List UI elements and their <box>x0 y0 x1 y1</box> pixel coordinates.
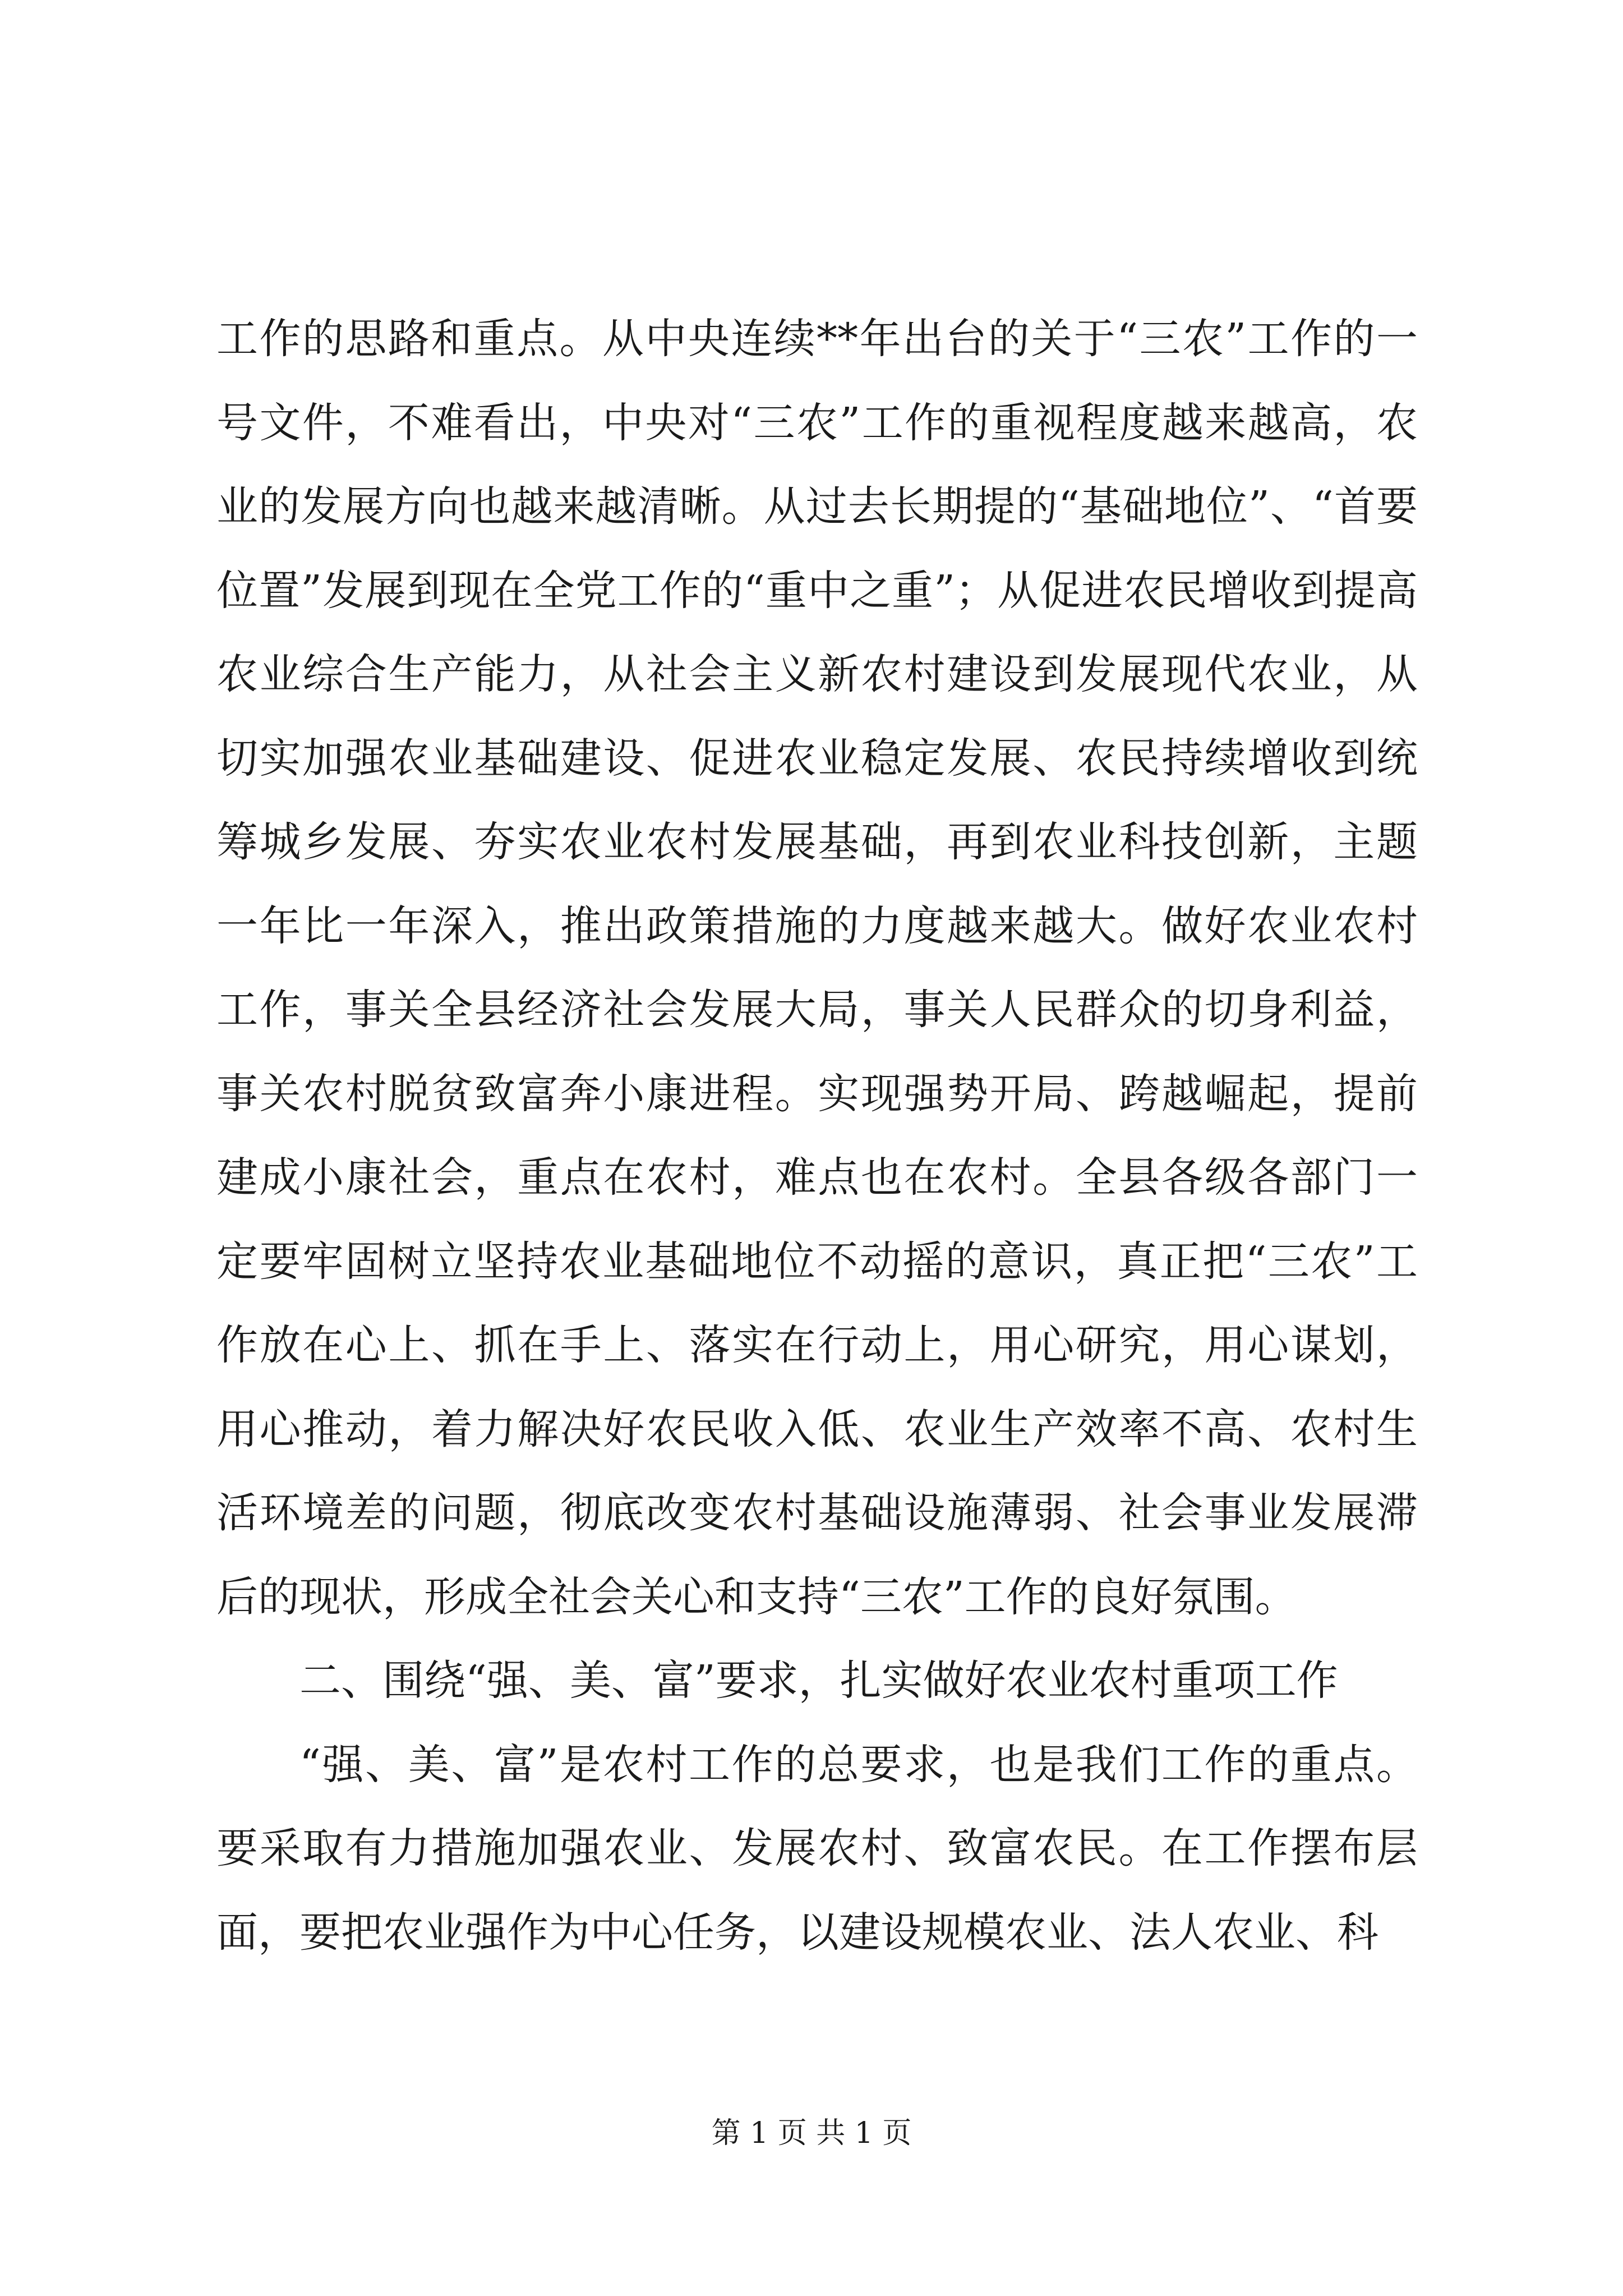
document-body <box>216 297 1418 1975</box>
page-footer: 第 1 页 共 1 页 <box>711 2116 912 2150</box>
paragraph-continuation: 工作的思路和重点。从中央连续**年出台的关于“三农”工作的一号文件，不难看出，中央对“三农”工作的重视程度越来越高，农业的发展方向也越来越清晰。从过去长期提的“基础地位”、“首要位置”发展到现在全党工作的“重中之重”；从促进农民增收到提高农业综合生产能力，从社会主义新农村建设到发展现代农业，从切实加强农业基础建设、促进农业稳定发展、农民持续增收到统筹城乡发展、夯实农业农村发展基础，再到农业科技创新，主题一年比一年深入，推出政策措施的力度越来越大。做好农业农村工作，事关全县经济社会发展大局，事关人民群众的切身利益，事关农村脱贫致富奔小康进程。实现强势开局、跨越崛起，提前建成小康社会，重点在农村，难点也在农村。全县各级各部门一定要牢固树立坚持农业基础地位不动摇的意识，真正把“三农”工作放在心上、抓在手上、落实在行动上，用心研究，用心谋划，用心推动，着力解决好农民收入低、农业生产效率不高、农村生活环境差的问题，彻底改变农村基础设施薄弱、社会事业发展滞后的现状，形成全社会关心和支持“三农”工作的良好氛围。 <box>216 315 1418 1621</box>
section-heading: 二、围绕“强、美、富”要求，扎实做好农业农村重项工作 <box>299 1657 1338 1705</box>
paragraph-indented: “强、美、富”是农村工作的总要求，也是我们工作的重点。要采取有力措施加强农业、发展农村、致富农民。在工作摆布层面，要把农业强作为中心任务，以建设规模农业、法人农业、科 <box>216 1740 1418 1957</box>
